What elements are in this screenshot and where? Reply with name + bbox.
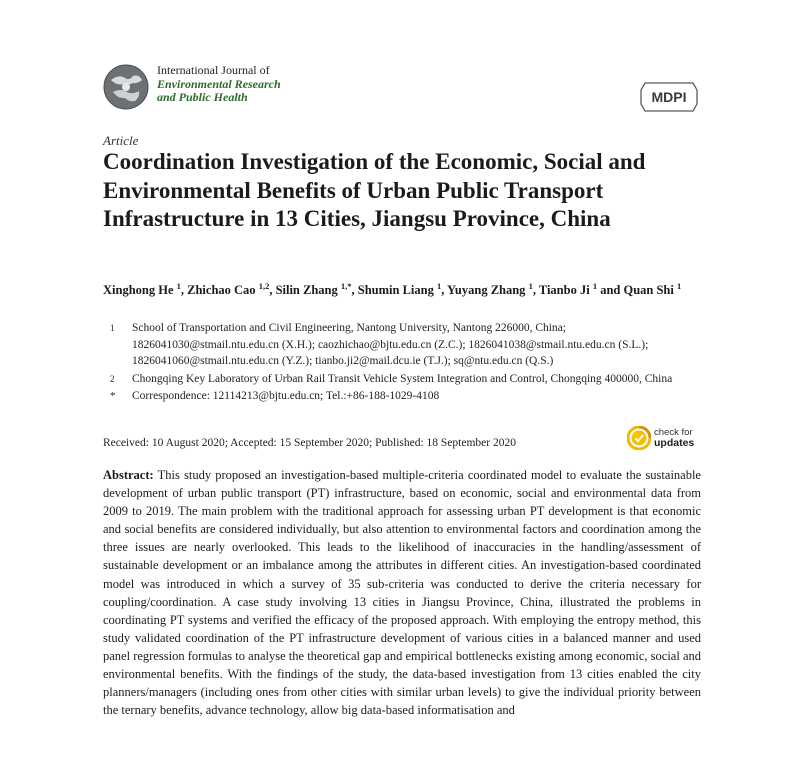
check-for-updates-button[interactable] xyxy=(627,426,694,450)
mdpi-logo xyxy=(639,80,699,114)
affiliation-text: School of Transportation and Civil Engineering, Nantong University, Nantong 226000, China; 1826041030@stmail.ntu.edu.cn (X.H.); caozhichao@bjtu.edu.cn (Z.C.); 1826041038@stmail.ntu.edu.cn (S.L.); 1826041060@stmail.ntu.edu.cn (Y.Z.); tianbo.ji2@mail.dcu.ie (T.J.); sq@ntu.edu.cn (Q.S.) xyxy=(132,322,649,367)
author-affiliation-marker: 1,2 xyxy=(258,281,270,291)
check-updates-line1: check for xyxy=(654,427,693,438)
author-affiliation-marker: 1,* xyxy=(340,281,352,291)
affiliation-text: Chongqing Key Laboratory of Urban Rail Transit Vehicle System Integration and Control, Chongqing 400000, China xyxy=(132,372,673,385)
author-affiliation-marker: 1 xyxy=(676,281,682,291)
article-type: Article xyxy=(103,133,139,148)
author-separator: and xyxy=(597,283,624,298)
author-name[interactable]: Yuyang Zhang xyxy=(447,283,526,298)
author-affiliation-marker: 1 xyxy=(176,281,181,291)
abstract-label: Abstract: xyxy=(103,468,154,482)
author-list xyxy=(103,276,703,300)
journal-header xyxy=(103,64,281,110)
correspondence-text: Correspondence: 12114213@bjtu.edu.cn; Tel.:+86-188-1029-4108 xyxy=(132,390,440,402)
check-updates-line2: updates xyxy=(654,437,695,449)
author-separator: , xyxy=(351,283,358,298)
affiliation-item xyxy=(110,371,710,388)
abstract xyxy=(103,466,701,719)
article-title: Coordination Investigation of the Economic, Social and Environmental Benefits of Urban Public Transport Infrastructure in 13 Cities, Jiangsu Province, China xyxy=(103,149,646,231)
author-separator: , xyxy=(180,283,188,298)
author-name[interactable]: Zhichao Cao xyxy=(187,283,256,298)
check-updates-label xyxy=(654,428,694,448)
journal-name-line2: Environmental Research xyxy=(157,76,281,91)
journal-name xyxy=(157,64,281,105)
author-affiliation-marker: 1 xyxy=(592,281,598,291)
publication-dates: Received: 10 August 2020; Accepted: 15 September 2020; Published: 18 September 2020 xyxy=(103,437,516,449)
author-name[interactable]: Silin Zhang xyxy=(275,283,338,298)
correspondence-item xyxy=(110,388,710,405)
author-affiliation-marker: 1 xyxy=(528,281,533,291)
abstract-text: This study proposed an investigation-based multiple-criteria coordinated model to evaluate the sustainable development of urban public transport (PT) infrastructure, based on economic, social and environmental data from 2009 to 2019. The main problem with the traditional approach for assessing urban PT development is that economic and social benefits are considered individually, but also attention to environmental factors and coordination among the three issues are nearly overlooked. This leads to the likelihood of inaccuracies in the handling/assessment of sustainable development or an imbalance among the attributes in different cities. An investigation-based coordinated model was introduced in which a survey of 35 sub-criteria was conducted to derive the criteria necessary for coupling/coordination. A case study involving 13 cities in Jiangsu Province, China, illustrated the problems in coordinating PT systems and verified the efficacy of the proposed approach. With employing the entropy method, this study validated coordination of the PT infrastructure development of various cities in a balanced manner and used panel regression formulas to analyse the theoretical gap and empirical bottlenecks existing among economic, social and environmental benefits. With the findings of the study, the data-based investigation from 13 cities enabled the city planners/managers (including ones from other cities with similar urban levels) to give the individual priority between the ternary benefits, advance technology, allow big data-based informatisation and xyxy=(103,468,701,718)
author-separator: , xyxy=(269,283,276,298)
author-separator: , xyxy=(441,283,448,298)
mdpi-logo-text: MDPI xyxy=(651,89,687,105)
author-name[interactable]: Tianbo Ji xyxy=(538,283,590,298)
author-name[interactable]: Shumin Liang xyxy=(357,283,434,298)
correspondence-marker: * xyxy=(110,390,116,402)
check-updates-icon xyxy=(627,426,651,450)
author-name[interactable]: Xinghong He xyxy=(103,283,174,298)
journal-name-line1: International Journal of xyxy=(157,63,270,77)
journal-logo-icon xyxy=(103,64,149,110)
author-name[interactable]: Quan Shi xyxy=(623,283,674,298)
author-separator: , xyxy=(532,283,539,298)
affiliation-item xyxy=(110,320,710,370)
affiliation-marker: 1 xyxy=(110,323,115,333)
affiliations xyxy=(110,320,710,406)
journal-name-line3: and Public Health xyxy=(157,90,248,104)
author-affiliation-marker: 1 xyxy=(436,281,442,291)
affiliation-marker: 2 xyxy=(110,373,115,384)
